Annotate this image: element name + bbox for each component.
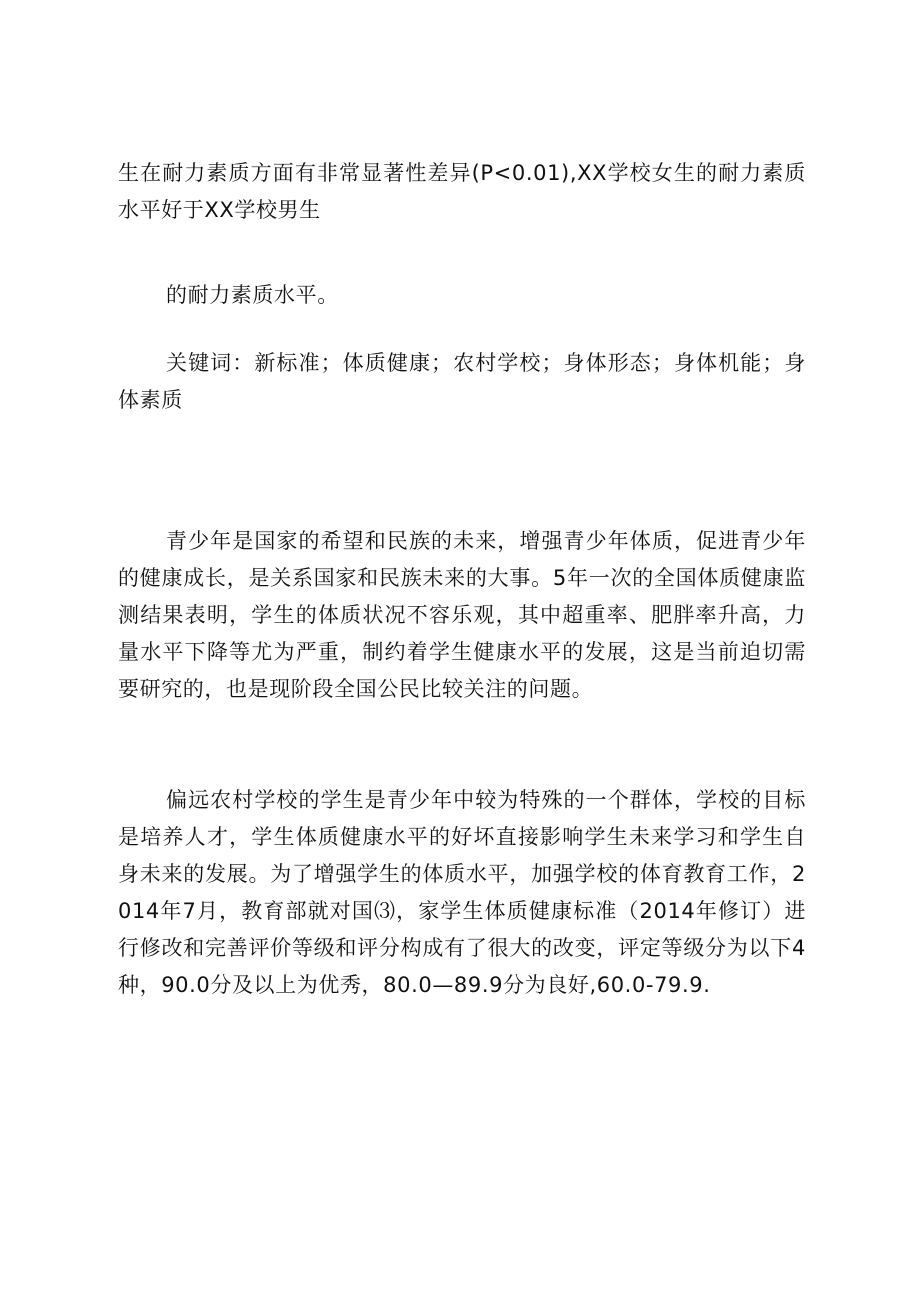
paragraph-rural-schools: 偏远农村学校的学生是青少年中较为特殊的一个群体，学校的目标是培养人才，学生体质健康水平的好坏直接影响学生未来学习和学生自身未来的发展。为了增强学生的体质水平，加强学校的体育教育工作，2014年7月，教育部就对国⑶，家学生体质健康标准（2014年修订）进行修改和完善评价等级和评分构成有了很大的改变，评定等级分为以下4种，90.0分及以上为优秀，80.0—89.9分为良好,60.0-79.9. <box>118 788 806 997</box>
paragraph-introduction: 青少年是国家的希望和民族的未来，增强青少年体质，促进青少年的健康成长，是关系国家和民族未来的大事。5年一次的全国体质健康监测结果表明，学生的体质状况不容乐观，其中超重率、肥胖率升高，力量水平下降等尤为严重，制约着学生健康水平的发展，这是当前迫切需要研究的，也是现阶段全国公民比较关注的问题。 <box>118 529 806 701</box>
paragraph-keywords: 关键词：新标准；体质健康；农村学校；身体形态；身体机能；身体素质 <box>118 351 806 412</box>
paragraph-results-end: 的耐力素质水平。 <box>166 283 339 307</box>
paragraph-results-continuation: 生在耐力素质方面有非常显著性差异(P<0.01),XX学校女生的耐力素质水平好于XX学校男生 <box>118 161 806 222</box>
